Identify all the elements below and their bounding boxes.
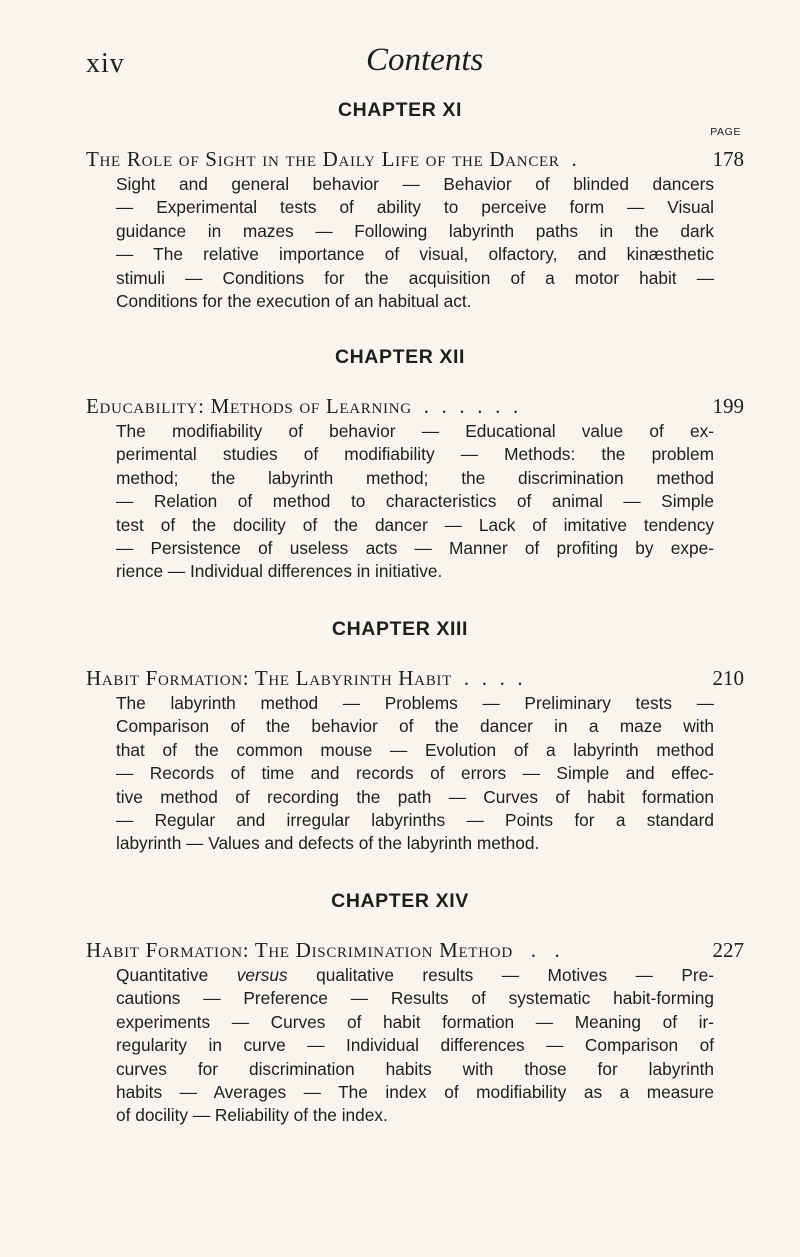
summary-line: Sight and general behavior — Behavior of blinded dancers — [116, 174, 714, 194]
summary-line: that of the common mouse — Evolution of a labyrinth method — [116, 739, 714, 760]
summary-line: — Records of time and records of errors — Simple and effec- — [116, 763, 714, 784]
summary-line: tive method of recording the path — Curves of habit formation — [116, 786, 714, 807]
chapter-heading: CHAPTER XII — [334, 346, 466, 368]
chapter-title: Educability: Methods of Learning . . . . . . — [86, 394, 519, 418]
chapter-page-number: 227 — [712, 938, 744, 962]
running-title: Contents — [366, 42, 484, 78]
summary-line: perimental studies of modifiability — Methods: the problem — [116, 444, 714, 465]
summary-line: — Regular and irregular labyrinths — Points for a standard — [116, 810, 714, 831]
summary-line: Quantitative versus qualitative results — Motives — Pre- — [116, 965, 714, 985]
chapter-title: Habit Formation: The Labyrinth Habit . . . . — [86, 666, 524, 690]
chapter-summary — [116, 692, 714, 856]
summary-line: regularity in curve — Individual differences — Comparison of — [116, 1035, 714, 1056]
summary-line: stimuli — Conditions for the acquisition of a motor habit — — [116, 267, 714, 288]
chapter-summary — [116, 964, 714, 1128]
summary-line: of docility — Reliability of the index. — [116, 1105, 388, 1126]
chapter-xii — [0, 344, 800, 582]
summary-line: — Persistence of useless acts — Manner of profiting by expe- — [116, 538, 714, 559]
summary-line: — Relation of method to characteristics of animal — Simple — [116, 491, 714, 512]
summary-line: cautions — Preference — Results of systematic habit-forming — [116, 988, 714, 1009]
chapter-heading: CHAPTER XIV — [331, 890, 469, 912]
summary-line: The modifiability of behavior — Educational value of ex- — [116, 421, 714, 441]
chapter-heading: CHAPTER XIII — [331, 618, 469, 640]
summary-line: method; the labyrinth method; the discrimination method — [116, 467, 714, 488]
running-head — [0, 40, 800, 84]
summary-line: rience — Individual differences in initiative. — [116, 561, 443, 582]
summary-line: labyrinth — Values and defects of the labyrinth method. — [116, 833, 540, 854]
summary-line: curves for discrimination habits with those for labyrinth — [116, 1058, 714, 1079]
chapter-heading: CHAPTER XI — [337, 99, 463, 121]
chapter-page-number: 199 — [712, 394, 744, 418]
summary-line: — Experimental tests of ability to perceive form — Visual — [116, 197, 714, 218]
chapter-summary — [116, 420, 714, 584]
chapter-page-number: 178 — [712, 147, 744, 171]
summary-line: guidance in mazes — Following labyrinth paths in the dark — [116, 220, 714, 241]
page-column-label: PAGE — [710, 126, 741, 138]
summary-line: test of the docility of the dancer — Lack of imitative tendency — [116, 514, 714, 535]
summary-line: Comparison of the behavior of the dancer in a maze with — [116, 716, 714, 737]
chapter-xiv — [0, 888, 800, 1126]
page-number: xiv — [86, 48, 125, 79]
chapter-xi — [0, 97, 800, 312]
chapter-xiii — [0, 616, 800, 854]
summary-line: experiments — Curves of habit formation — Meaning of ir- — [116, 1011, 714, 1032]
summary-line: habits — Averages — The index of modifiability as a measure — [116, 1082, 714, 1103]
chapter-page-number: 210 — [712, 666, 744, 690]
summary-line: Conditions for the execution of an habitual act. — [116, 291, 472, 312]
chapter-title: The Role of Sight in the Daily Life of the Dancer . — [86, 147, 578, 171]
summary-line: The labyrinth method — Problems — Preliminary tests — — [116, 693, 714, 713]
chapter-summary — [116, 173, 714, 313]
chapter-title: Habit Formation: The Discrimination Method . . — [86, 938, 561, 962]
summary-line: — The relative importance of visual, olfactory, and kinæsthetic — [116, 244, 714, 265]
